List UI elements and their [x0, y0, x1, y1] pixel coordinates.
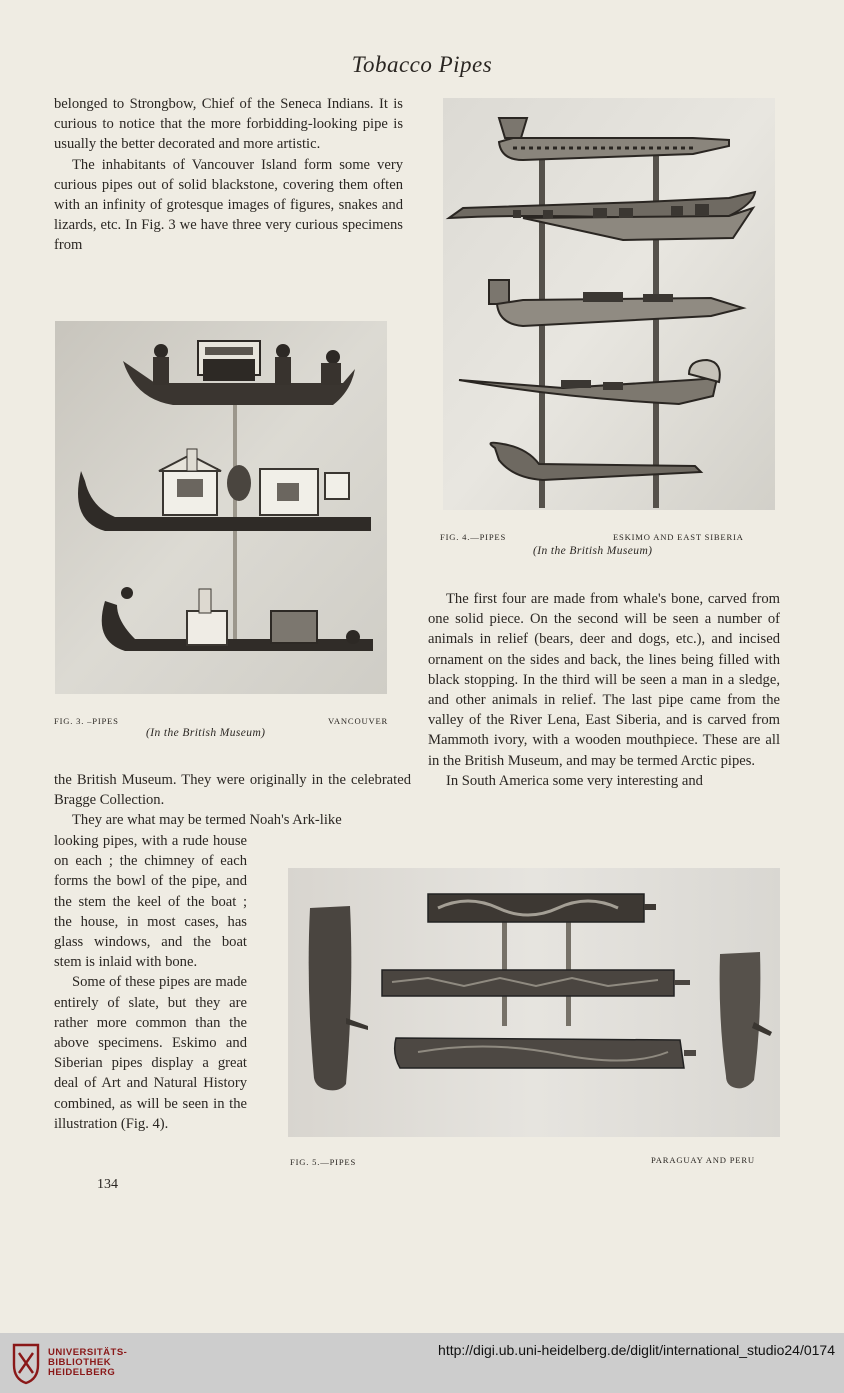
fig4-region: ESKIMO AND EAST SIBERIA	[613, 532, 744, 542]
fig3-photo	[55, 321, 387, 694]
fig4-image	[443, 98, 775, 510]
fig3-image	[55, 321, 387, 694]
stem-carved-3	[395, 1038, 696, 1068]
column1-middle-text	[54, 770, 411, 831]
paragraph: belonged to Strongbow, Chief of the Seneca Indians. It is curious to notice that the more forbidding-looking pipe is usually the better decorated and more artistic.	[54, 96, 403, 153]
fig4-photo	[443, 98, 775, 510]
fig4-credit: (In the British Museum)	[533, 545, 653, 557]
fig5-photo	[288, 868, 780, 1137]
page-title: Tobacco Pipes	[351, 52, 493, 77]
library-shield-icon	[10, 1341, 42, 1385]
library-name-line: BIBLIOTHEK	[48, 1357, 112, 1368]
fig3-region: VANCOUVER	[328, 716, 389, 726]
paragraph: In South America some very interesting and	[446, 772, 703, 789]
stem-carved-2	[382, 970, 690, 996]
library-name	[48, 1348, 127, 1378]
source-url-link[interactable]: http://digi.ub.uni-heidelberg.de/diglit/international_studio24/0174	[438, 1342, 835, 1358]
paragraph: They are what may be termed Noah's Ark-like	[72, 812, 342, 829]
library-name-line: UNIVERSITÄTS-	[48, 1347, 128, 1358]
column1-top-text	[54, 94, 403, 256]
page-number: 134	[97, 1177, 118, 1192]
fig5-image	[288, 868, 780, 1137]
fig5-region: PARAGUAY AND PERU	[651, 1155, 755, 1165]
library-name-line: HEIDELBERG	[48, 1367, 116, 1378]
fig4-label: FIG. 4.—PIPES	[440, 532, 507, 542]
university-library-logo[interactable]	[10, 1341, 42, 1389]
paragraph: the British Museum. They were originally in the celebrated Bragge Collection.	[54, 772, 411, 809]
stem-carved-1	[428, 894, 656, 922]
fig3-credit: (In the British Museum)	[146, 727, 266, 739]
fig3-label: FIG. 3. –PIPES	[54, 716, 119, 726]
column2-text	[428, 589, 780, 791]
fig5-label: FIG. 5.—PIPES	[290, 1157, 357, 1167]
column1-narrow-text	[54, 831, 247, 1134]
paragraph: looking pipes, with a rude house on each ; the chimney of each forms the bowl of the pipe, and the stem the keel of the boat ; the house, in most cases, has glass windows, and the boat stem is inlaid with bone.	[54, 833, 247, 971]
paragraph: The inhabitants of Vancouver Island form some very curious pipes out of solid blackstone, covering them often with an infinity of grotesque images of figures, snakes and lizards, etc. In Fig. 3 we have three very curious specimens from	[54, 156, 403, 254]
paragraph: Some of these pipes are made entirely of slate, but they are rather more common than the above specimens. Eskimo and Siberian pipes display a great deal of Art and Natural History combined, as will be seen in the illustration (Fig. 4).	[54, 974, 247, 1132]
paragraph: The first four are made from whale's bone, carved from one solid piece. On the second will be seen a number of animals in relief (bears, deer and dogs, etc.), and incised ornament on the sides and back, the lines being filled with black stopping. In the third will be seen a man in a sledge, and other animals in relief. The last pipe came from the valley of the River Lena, East Siberia, and is carved from Mammoth ivory, with a wooden mouthpiece. These are all in the British Museum, and may be termed Arctic pipes.	[428, 591, 780, 769]
footer-bar	[0, 1333, 844, 1393]
